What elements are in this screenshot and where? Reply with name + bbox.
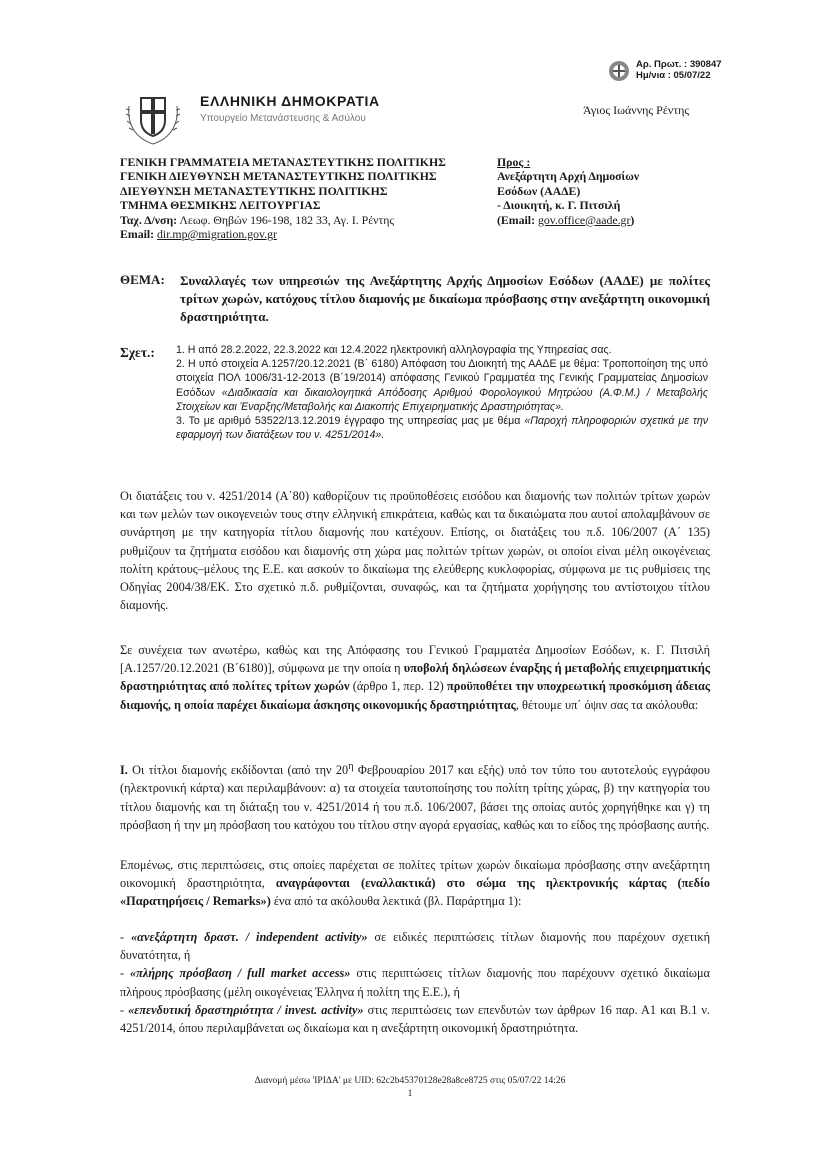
list-item-text: στις περιπτώσεις τίτλων διαμονής που παρέχουνν σχετικό δικαίωμα πλήρους πρόσβασης (μέλη οικογένειας Έλληνα ή πολίτη της Ε.Ε.), ή [120, 966, 711, 999]
related-label: Σχετ.: [120, 345, 155, 360]
bullet-list [120, 928, 710, 1037]
page-number: 1 [407, 1089, 413, 1099]
related-item [176, 357, 708, 414]
greek-emblem-icon [121, 84, 185, 148]
paragraph-text: Οι τίτλοι διαμονής εκδίδονται (από την 20 [127, 763, 349, 778]
recipient-line: Εσόδων (ΑΑΔΕ) [497, 183, 581, 198]
email-prefix: (Email: [497, 212, 538, 227]
recipient-label: Προς : [497, 155, 531, 169]
related-item [176, 414, 708, 442]
protocol-stamp [636, 59, 722, 81]
address-text: Λεωφ. Θηβών 196-198, 182 33, Αγ. Ι. Ρέντης [177, 212, 395, 227]
recipient-block [497, 155, 639, 227]
list-item [120, 1001, 710, 1037]
ordinal-suffix: η [348, 761, 354, 772]
body-paragraph-2 [120, 641, 710, 714]
ministry-name: Υπουργείο Μετανάστευσης & Ασύλου [200, 113, 366, 124]
protocol-date: Ημ/νια : 05/07/22 [636, 70, 711, 81]
list-item [120, 964, 710, 1000]
address-label: Ταχ. Δ/νση: [120, 212, 178, 227]
bullet-dash: - [120, 930, 132, 944]
email-suffix: ) [630, 212, 635, 227]
protocol-number: Αρ. Πρωτ. : 390847 [636, 59, 722, 70]
sender-line: ΓΕΝΙΚΗ ΓΡΑΜΜΑΤΕΙΑ ΜΕΤΑΝΑΣΤΕΥΤΙΚΗΣ ΠΟΛΙΤΙΚΗΣ [120, 155, 446, 169]
list-item-text: στις περιπτώσεις των επενδυτών των άρθρων 16 παρ. Α1 και Β.1 ν. 4251/2014, όπου περιλαμβάνεται ως δικαίωμα και η ανεξάρτητη οικονομική δραστηριότητα. [120, 1002, 711, 1036]
recipient-email-link[interactable]: gov.office@aade.gr [537, 212, 631, 227]
sender-email [120, 227, 446, 241]
related-item-text: 3. Το με αριθμό 53522/13.12.2019 έγγραφο της υπηρεσίας μας με θέμα [176, 415, 525, 428]
paragraph-emphasis: υποβολή δηλώσεων έναρξης ή μεταβολής επιχειρηματικής δραστηριότητας από πολίτες τρίτων χωρών [120, 661, 711, 694]
section-number: Ι. [120, 763, 128, 778]
body-paragraph-3 [120, 758, 710, 834]
list-item [120, 928, 710, 964]
body-paragraph-1: Οι διατάξεις του ν. 4251/2014 (Α΄80) καθορίζουν τις προϋποθέσεις εισόδου και διαμονής των πολιτών τρίτων χωρών και των μελών των οικογενειών τους στην ελληνική επικράτεια, καθώς και τα δικαιώματα που αυτοί απολαμβάνουν σε συνάρτηση με την κατηγορία τίτλου διαμονής που κατέχουν. Επίσης, οι διατάξεις του π.δ. 106/2007 (Α΄ 135) ρυθμίζουν τα ζητήματα εισόδου και διαμονής στη χώρα μας πολιτών τρίτων χωρών, οι οποίοι είναι μέλη οικογένειας πολίτη κράτους–μέλους της Ε.Ε. και ασκούν το δικαίωμα της ελεύθερης κυκλοφορίας, σύμφωνα με τις ρυθμίσεις της Οδηγίας 2004/38/ΕΚ. Στο σχετικό π.δ. ρυθμίζονται, συναφώς, και τα ζητήματα χορήγησης του αντίστοιχου τίτλου διαμονής. [120, 489, 710, 613]
email-label: Email: [120, 227, 155, 242]
subject-label: ΘΕΜΑ: [120, 272, 165, 287]
place-of-issue: Άγιος Ιωάννης Ρέντης [583, 103, 690, 117]
paragraph-text: Επομένως, στις περιπτώσεις, στις οποίες παρέχεται σε πολίτες τρίτων χωρών δικαίωμα πρόσβασης στην ανεξάρτητη οικονομική δραστηριότητα, [120, 858, 710, 891]
iris-stamp-icon [608, 60, 630, 82]
body-paragraph-4 [120, 856, 710, 911]
paragraph-text: ένα από τα ακόλουθα λεκτικά (βλ. Παράρτημα 1): [270, 894, 522, 909]
recipient-line: - Διοικητή, κ. Γ. Πιτσιλή [497, 198, 621, 213]
list-item-term: «πλήρης πρόσβαση / full market access» [130, 966, 351, 981]
related-list [176, 343, 708, 442]
paragraph-text: Φεβρουαρίου 2017 και εξής) υπό τον τύπο του αυτοτελούς εγγράφου (ηλεκτρονική κάρτα) και περιλαμβάνουν: α) τα στοιχεία ταυτοποίησης του πολίτη τρίτης χώρας, β) την κατηγορία του τίτλου διαμονής και τη διάταξη του ν. 4251/2014 ή του π.δ. 106/2007, βάσει της οποίας αυτός χορηγήθηκε και γ) τη πρόσβαση ή την μη πρόσβαση του κατόχου του τίτλου στην αγορά εργασίας, καθώς και το είδος της πρόσβασης αυτής. [120, 763, 710, 832]
country-title: ΕΛΛΗΝΙΚΗ ΔΗΜΟΚΡΑΤΙΑ [200, 93, 380, 109]
sender-block [120, 155, 446, 241]
paragraph-text: , θέτουμε υπ΄ όψιν σας τα ακόλουθα: [515, 697, 699, 712]
related-item-title: «Διαδικασία και δικαιολογητικά Απόδοσης Αριθμού Φορολογικού Μητρώου (Α.Φ.Μ.) / Μεταβολής Στοιχείων και Έναρξης/Μεταβολής και Διακοπής Επιχειρηματικής Δραστηριότητας». [176, 386, 708, 413]
bullet-dash: - [120, 1002, 129, 1017]
subject-text: Συναλλαγές των υπηρεσιών της Ανεξάρτητης Αρχής Δημοσίων Εσόδων (ΑΑΔΕ) με πολίτες τρίτων χωρών, κατόχους τίτλου διαμονής με δικαίωμα πρόσβασης στην ανεξάρτητη οικονομική δραστηριότητα. [180, 273, 710, 324]
paragraph-text: Σε συνέχεια των ανωτέρω, καθώς και της Απόφασης του Γενικού Γραμματέα Δημοσίων Εσόδων, κ. Γ. Πιτσιλή [Α.1257/20.12.2021 (Β΄6180)], σύμφωνα με την οποία η [120, 643, 710, 676]
sender-line: ΤΜΗΜΑ ΘΕΣΜΙΚΗΣ ΛΕΙΤΟΥΡΓΙΑΣ [120, 198, 321, 213]
list-item-text: σε ειδικές περιπτώσεις τίτλων διαμονής που παρέχουν σχετική δυνατότητα, ή [120, 930, 710, 963]
related-item-text: 2. Η υπό στοιχεία Α.1257/20.12.2021 (Β΄ 6180) Απόφαση του Διοικητή της ΑΑΔΕ με θέμα: Τροποποίηση της υπό στοιχεία ΠΟΛ 1006/31-12-2013 (Β΄19/2014) απόφασης Γενικού Γραμματέα της Γενικής Γραμματείας Δημοσίων Εσόδων [176, 358, 708, 399]
page-footer [0, 1075, 820, 1101]
distribution-note: Διανομή μέσω 'ΙΡΙΔΑ' με UID: 62c2b45370128e28a8ce8725 στις 05/07/22 14:26 [254, 1076, 566, 1086]
sender-email-link[interactable]: dir.mp@migration.gov.gr [157, 227, 277, 242]
sender-line: ΓΕΝΙΚΗ ΔΙΕΥΘΥΝΣΗ ΜΕΤΑΝΑΣΤΕΥΤΙΚΗΣ ΠΟΛΙΤΙΚΗΣ [120, 169, 437, 184]
recipient-line: Ανεξάρτητη Αρχή Δημοσίων [497, 169, 640, 184]
list-item-term: «επενδυτική δραστηριότητα / invest. activity» [128, 1002, 364, 1017]
paragraph-emphasis: προϋποθέτει την υποχρεωτική προσκόμιση άδειας διαμονής, η οποία παρέχει δικαίωμα άσκησης οικονομικής δραστηριότητας [120, 679, 711, 712]
paragraph-emphasis: αναγράφονται (εναλλακτικά) στο σώμα της ηλεκτρονικής κάρτας (πεδίο «Παρατηρήσεις / Remarks») [120, 876, 710, 909]
related-item-title: «Παροχή πληροφοριών σχετικά με την εφαρμογή των διατάξεων του ν. 4251/2014». [176, 415, 708, 442]
related-item: 1. Η από 28.2.2022, 22.3.2022 και 12.4.2022 ηλεκτρονική αλληλογραφία της Υπηρεσίας σας. [176, 344, 612, 356]
recipient-email [497, 213, 639, 227]
sender-line: ΔΙΕΥΘΥΝΣΗ ΜΕΤΑΝΑΣΤΕΥΤΙΚΗΣ ΠΟΛΙΤΙΚΗΣ [120, 183, 388, 198]
list-item-term: «ανεξάρτητη δραστ. / independent activity» [131, 930, 368, 944]
paragraph-text: (άρθρο 1, περ. 12) [349, 679, 448, 694]
bullet-dash: - [120, 966, 131, 981]
sender-address [120, 213, 446, 227]
